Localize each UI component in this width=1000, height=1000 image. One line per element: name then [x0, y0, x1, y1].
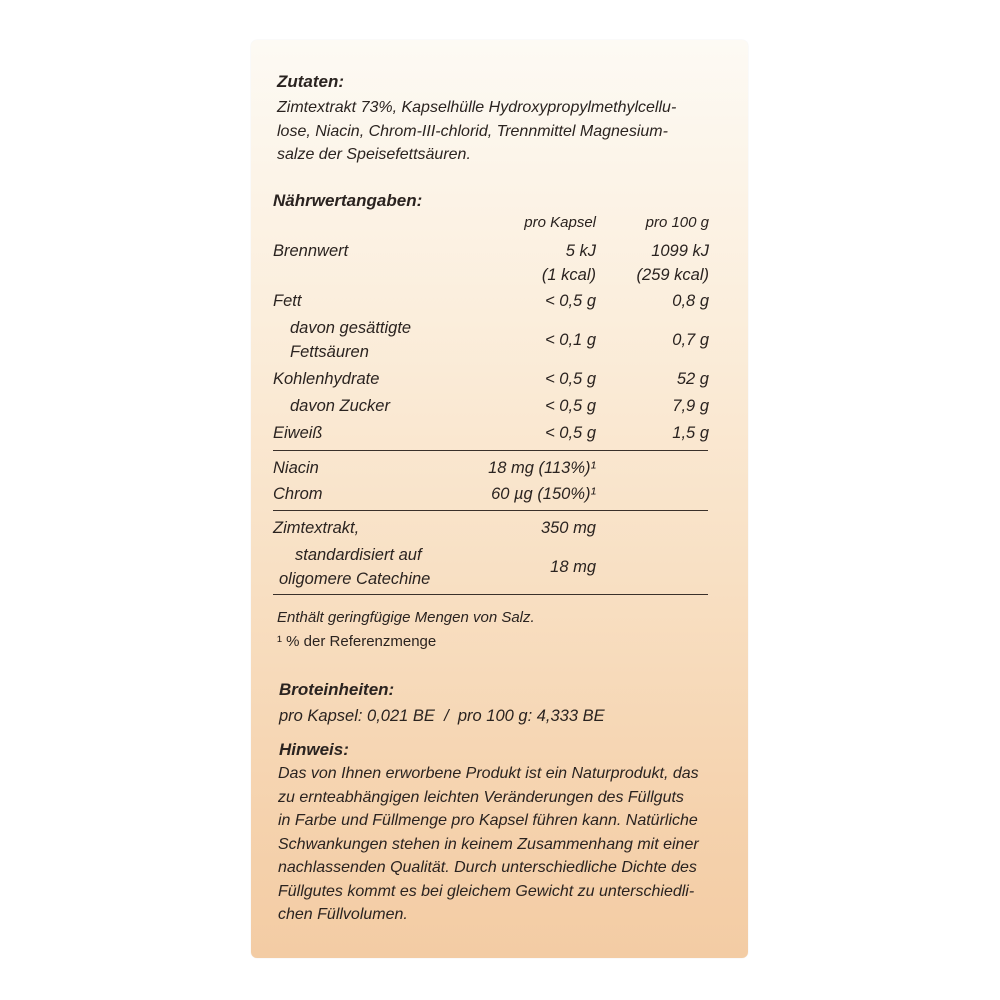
- hinweis-line: chen Füllvolumen.: [278, 906, 408, 923]
- value-chrom: 60 µg (150%)¹: [491, 485, 596, 503]
- value-brennwert-100g: 1099 kJ: [651, 242, 709, 260]
- divider: [273, 594, 708, 595]
- value-brennwert-kapsel: 5 kJ: [565, 242, 596, 260]
- zutaten-line: lose, Niacin, Chrom-III-chlorid, Trennmittel Magnesium-: [277, 122, 668, 140]
- row-label-gesaettigte: davon gesättigte: [290, 319, 412, 337]
- note-salt: Enthält geringfügige Mengen von Salz.: [277, 609, 535, 626]
- hinweis-line: Das von Ihnen erworbene Produkt ist ein Naturprodukt, das: [278, 765, 699, 782]
- row-label-kohlenhydrate: Kohlenhydrate: [273, 370, 380, 388]
- value-kcal-kapsel: (1 kcal): [541, 266, 596, 284]
- hinweis-line: Füllgutes kommt es bei gleichem Gewicht zu unterschiedli-: [278, 882, 695, 900]
- divider: [273, 510, 708, 511]
- hinweis-line: nachlassenden Qualität. Durch unterschiedliche Dichte des: [278, 859, 697, 876]
- note-reference: ¹ % der Referenzmenge: [277, 633, 437, 650]
- hinweis-line: in Farbe und Füllmenge pro Kapsel führen kann. Natürliche: [278, 812, 698, 829]
- row-label-standardisiert: standardisiert auf: [295, 546, 422, 564]
- row-label-brennwert: Brennwert: [273, 242, 349, 260]
- value-zucker-kapsel: < 0,5 g: [545, 397, 596, 415]
- value-kcal-100g: (259 kcal): [636, 266, 709, 284]
- row-label-fett: Fett: [273, 292, 302, 310]
- value-catechine: 18 mg: [550, 558, 596, 576]
- hinweis-line: Schwankungen stehen in keinem Zusammenhang mit einer: [278, 835, 699, 853]
- value-zucker-100g: 7,9 g: [672, 397, 709, 415]
- naehrwert-heading: Nährwertangaben:: [273, 191, 423, 210]
- value-eiweiss-kapsel: < 0,5 g: [545, 424, 596, 442]
- row-label-niacin: Niacin: [273, 459, 319, 477]
- value-zimtextrakt: 350 mg: [540, 519, 596, 537]
- value-kohlenhydrate-kapsel: < 0,5 g: [545, 370, 596, 388]
- zutaten-text: [277, 96, 676, 167]
- value-fett-100g: 0,8 g: [672, 292, 709, 310]
- zutaten-line: salze der Speisefettsäuren.: [277, 146, 471, 163]
- row-label-fettsaeuren: Fettsäuren: [290, 343, 369, 361]
- value-fettsaeuren-kapsel: < 0,1 g: [545, 331, 596, 349]
- hinweis-line: zu ernteabhängigen leichten Veränderungen des Füllguts: [278, 788, 684, 806]
- row-label-catechine: oligomere Catechine: [279, 570, 431, 588]
- column-header-kapsel: pro Kapsel: [524, 214, 596, 231]
- hinweis-heading: Hinweis:: [279, 740, 349, 759]
- divider: [273, 450, 708, 451]
- zutaten-heading: Zutaten:: [277, 72, 345, 91]
- hinweis-text: [278, 762, 699, 927]
- row-label-zimtextrakt: Zimtextrakt,: [273, 519, 360, 537]
- value-fettsaeuren-100g: 0,7 g: [672, 331, 709, 349]
- zutaten-line: Zimtextrakt 73%, Kapselhülle Hydroxypropylmethylcellu-: [277, 99, 677, 116]
- row-label-eiweiss: Eiweiß: [273, 424, 323, 442]
- row-label-zucker: davon Zucker: [290, 397, 390, 415]
- value-fett-kapsel: < 0,5 g: [545, 292, 596, 310]
- value-kohlenhydrate-100g: 52 g: [676, 370, 709, 388]
- column-header-100g: pro 100 g: [645, 214, 709, 231]
- broteinheiten-text: pro Kapsel: 0,021 BE / pro 100 g: 4,333 BE: [279, 707, 605, 725]
- row-label-chrom: Chrom: [273, 485, 323, 503]
- broteinheiten-heading: Broteinheiten:: [279, 680, 395, 699]
- value-niacin: 18 mg (113%)¹: [488, 459, 596, 477]
- value-eiweiss-100g: 1,5 g: [672, 424, 709, 442]
